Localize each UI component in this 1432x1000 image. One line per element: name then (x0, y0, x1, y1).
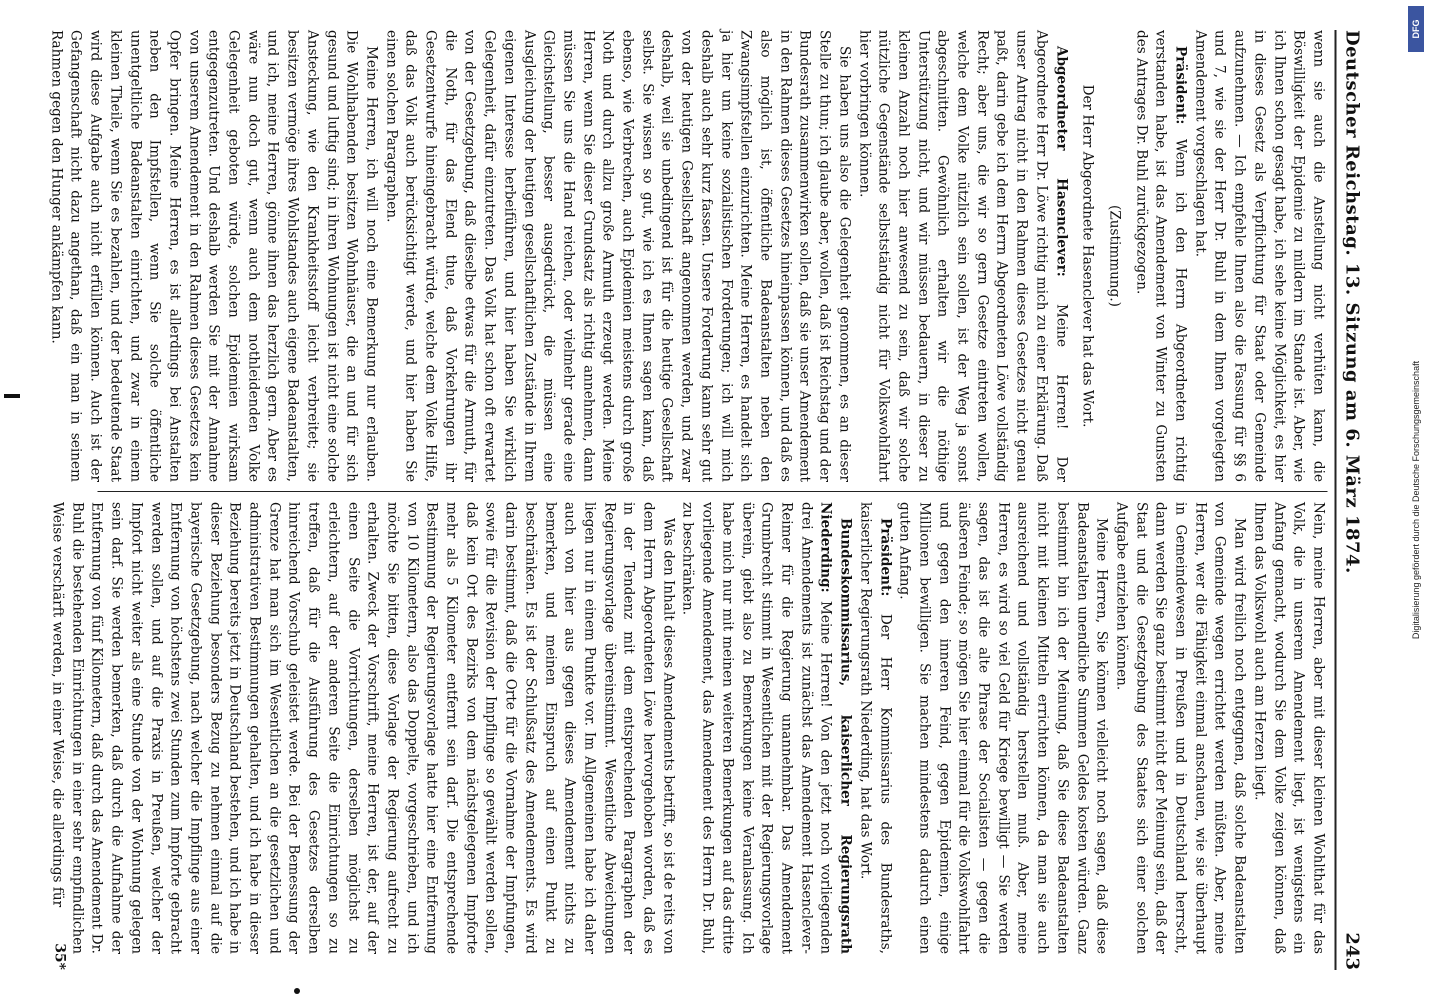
paragraph: Meine Herren, Sie können vielleicht noch sagen, daß diese Badeanstalten unendliche Summen Geldes kosten würden. Ganz bestimmt bin ich der Meinung, daß Sie diese Badeanstalten nicht mit kleinen Mitteln errichten können, da man sie auch ausreichend und vollständig herstellen muß. Aber, meine Herren, es wird so viel Geld für Kriege bewilligt — Sie werden sagen, das ist die alte Phrase der Socialisten — gegen die äußeren Feinde; so mögen Sie hier einmal für die Volkswohlfahrt und gegen den inneren Feind, gegen Epidemien, einige Millionen bewilligen. Sie machen mindestens dadurch einen guten Anfang. (896, 502, 1110, 954)
paragraph-text: Meine Herren! Der Abgeordnete Herr Dr. Löwe richtig mich zu einer Erklärung. Daß unser Antrag nicht in den Rahmen dieses Gesetzes nicht genau paßt, darin gebe ich dem Herrn Abgeordneten Löwe vollständig Recht; aber uns, die wir so gern Gesetze eintreten wollen, welche dem Volke nützlich sein sollen, ist der Weg ja sonst abgeschnitten. Gewöhnlich erhalten wir die nöthige Unterstützung nicht, und wir müssen bedauern, in dieser zu kleinen Anzahl noch hier anwesend zu sein, daß wir solche nützliche Gegenstände selbstständig nicht für Volkswohlfahrt hier vorbringen können. (856, 30, 1070, 483)
paragraph: Meine Herren, ich will noch eine Bemerkung nur erlauben. Die Wohlhabenden besitzen Wohnhäuser, die an und für sich gesund und luftig sind; in ihren Wohnungen ist nicht eine solche Ansteckung, wie den Krankheitsstoff leicht verbreitet; sie besitzen vermöge ihres Wohlstandes auch eigene Badeanstalten, und ich, meine Herren, gönne ihnen das herzlich gern. Aber es wäre nun doch gut, wenn auch dem nothleidenden Volke Gelegenheit geboten würde, solchen Epidemien wirksam entgegenzutreten. Und deshalb werden Sie mit der Annahme von unserem Amendement in den Rahmen dieses Gesetzes kein Opfer bringen. Meine Herren, es ist allerdings bei Anstalten neben den Impfstellen, wenn Sie solche öffentliche unentgeltliche Badeanstalten einrichten, und zwar in einem kleinen Theile, wenn Sie es bezahlen, und der bedeutende Staat wird diese Aufgabe auch nicht erfüllen können. Auch ist der Gefangenschaft nicht dazu angethan, daß ein man in seinem Rahmen gegen den Hunger ankämpfen kann. (48, 30, 380, 482)
running-header (1335, 30, 1363, 970)
paragraph (1130, 30, 1189, 482)
paragraph: Der Herr Abgeordnete Hasenclever hat das Wort. (1079, 84, 1096, 428)
paragraph (855, 502, 894, 954)
right-column (49, 502, 1328, 955)
paragraph: Nein, meine Herren, aber mit dieser kleinen Wohlthat für das Volk, die in unserem Amendement liegt, ist wenigstens ein Anfang gemacht, wodurch Sie dem Volke zeigen können, daß Ihnen das Volkswohl auch am Herzen liegt. (1251, 502, 1327, 954)
paragraph-text: Wenn ich den Herrn Abgeordneten richtig verstanden habe, ist das Amendement von Winter zu Gunsten des Antrages Dr. Buhl zurückgezogen. (1133, 30, 1189, 482)
speaker-label: Bundeskommissarius, kaiserlicher Regierungsrath Niederding: (817, 502, 854, 954)
paragraph: Sie haben uns also die Gelegenheit genommen, es an dieser Stelle zu thun; ich glaube aber, wollen, daß ist Reichstag und der Bundesrath zusammenwirken sollen, daß sie unser Amendement in den Rahmen dieses Gesetzes hineinpassen können, und daß es also möglich ist, öffentliche Badeanstalten neben den Zwangsimpfstellen einzurichten. Meine Herren, es handelt sich ja hier um keine sozialistischen Forderungen; ich will mich deshalb auch sehr kurz fassen. Unsere Forderung kann sehr gut von der heutigen Gesellschaft angenommen werden, und zwar deshalb, weil sie unbedingend ist für die heutige Gesellschaft selbst. Sie wissen so gut, wie ich es Ihnen sagen kann, daß ebenso, wie Verbrechen, auch Epidemien meistens durch große Noth und durch allzu große Armuth erzeugt werden. Meine Herren, wenn Sie dieser Grundsatz als richtig annehmen, dann müssen Sie uns die Hand reichen, oder vielmehr gerade eine Gleichstellung, besser ausgedrückt, die müssen eine Ausgleichung der heutigen gesellschaftlichen Zustände in Ihrem eigenen Interesse herbeiführen, und hier haben Sie wirklich Gelegenheit, dafür einzutreten. Das Volk hat schon oft erwartet von der Gesetzgebung, daß dieselbe etwas für die Armuth, für die Noth, für das Elend thue, daß Vorkehrungen ihr Gesetzentwurfe hineingebracht würde, welche dem Volke Hilfe, daß das Volk auch berücksichtigt werde, und hier haben Sie einen solchen Paragraphen. (383, 30, 853, 482)
scan-mark (4, 394, 20, 398)
speaker-label: Präsident: (1172, 46, 1189, 125)
scan-area (40, 0, 1400, 1000)
paragraph (853, 30, 1070, 482)
scan-mark (294, 988, 300, 994)
page-title: Deutscher Reichstag. 13. Sitzung am 6. März 1874. (1341, 30, 1363, 574)
funding-note-text: Digitalisierung gefördert durch die Deutsche Forschungsgemeinschaft (1411, 360, 1421, 640)
paragraph: Was den Inhalt dieses Amendements betrifft, so ist de reits von dem Herrn Abgeordneten Löwe hervorgehoben worden, daß es in der Tendenz mit dem entsprechenden Paragraphen der Regierungsvorlage übereinstimmt. Wesentliche Abweichungen liegen nur in einem Punkte vor. Im Allgemeinen habe ich daher auch von hier aus gegen dieses Amendement nichts zu bemerken, und meinen Einspruch auf einen Punkt zu beschränken. Es ist der Schlußsatz des Amendements. Es wird darin bestimmt, daß die Orte für die Vornahme der Impfungen, sowie für die Revision der Impflinge so gewählt werden sollen, daß kein Ort des Bezirks von dem nächstgelegenen Impforte mehr als 5 Kilometer entfernt sein darf. Die entsprechende Bestimmung der Regierungsvorlage hatte hier eine Entfernung von 10 Kilometern, also das Doppelte, vorgeschrieben, und ich möchte Sie bitten, diese Vorlage der Regierung aufrecht zu erhalten. Zweck der Vorschrift, meine Herren, ist der, auf der einen Seite die Vorrichtungen, derselben möglichst zu erleichtern, auf der anderen Seite die Einrichtungen so zu treffen, daß für die Ausführung des Gesetzes derselben hinreichend Vorschub geleistet werde. Bei der Bemessung der Grenze hat man sich im Wesentlichen an die gesetzlichen und administrativen Bestimmungen gehalten, und ich habe in dieser Beziehung bereits jetzt in Deutschland bestehen, und ich habe in dieser Beziehung besonders Bezug zu nehmen einmal auf die bayerische Gesetzgebung, nach welcher die Impflinge aus einer Entfernung von höchstens zwei Stunden zum Impforte gebracht werden sollen, und auf die Praxis in Preußen, welcher der Impfort nicht weiter als eine Stunde von der Wohnung gelegen sein darf. Sie werden bemerken, daß durch die Aufnahme der Entfernung von fünf Kilometern, daß durch das Amendement Dr. Buhl die bestehenden Einrichtungen in einer sehr empfindlichen Weise verschärft werden, in einer Weise, die allerdings für (49, 502, 677, 954)
paragraph-text: Meine Herren! Von den jetzt noch vorliegenden drei Amendements ist zunächst das Amendement Hasenclever-Reimer für die Regierung unannehmbar. Das Amendement Grumbrecht stimmt in Wesentlichen mit der Regierungsvorlage überein, giebt also zu Bemerkungen keine Veranlassung. Ich habe mich nur mit meinen weiteren Bemerkungen auf das dritte vorliegende Amendement, das Amendement des Herrn Dr. Buhl, zu beschränken. (680, 502, 834, 955)
sheet-number: 35* (51, 943, 68, 970)
paragraph-text: Der Herr Kommissarius des Bundesraths, kaiserlicher Regierungsrath Niederding, hat das Wort. (857, 502, 894, 955)
speaker-label: Präsident: (877, 518, 894, 597)
document-page (48, 30, 1383, 970)
column-divider (98, 491, 1328, 492)
paragraph: wenn sie auch die Anstellung nicht verhüten kann, die Böswilligkeit der Epidemie zu mildern im Stande ist. Aber, wie ich Ihnen schon gesagt habe, ich sehe keine Möglichkeit, es hier in dieses Gesetz als Verpflichtung für Staat oder Gemeinde aufzunehmen. — Ich empfehle Ihnen also die Fassung für §§ 6 und 7, wie sie der Herr Dr. Buhl in dem Ihnen vorgelegten Amendement vorgeschlagen hat. (1192, 30, 1327, 482)
paragraph: Man wird freilich noch entgegnen, daß solche Badeanstalten von Gemeinde wegen errichtet werden müßten. Aber, meine Herren, wer die Fähigkeit einmal anschauen, wie sie überhaupt in Gemeindewesen in Preußen und in Deutschland herrscht, dann werden Sie ganz bestimmt nicht der Meinung sein, daß der Staat und die Gesetzgebung des Staates sich einer solchen Aufgabe entziehen können. (1113, 502, 1248, 954)
interjection: (Zustimmung.) (1106, 205, 1123, 307)
logo-text: DFG (1411, 19, 1421, 39)
funding-note (1408, 0, 1424, 1000)
left-column (48, 30, 1328, 483)
page-number: 243 (1341, 932, 1363, 970)
paragraph (677, 502, 854, 954)
speaker-label: Abgeordneter Hasenclever: (1053, 46, 1070, 277)
